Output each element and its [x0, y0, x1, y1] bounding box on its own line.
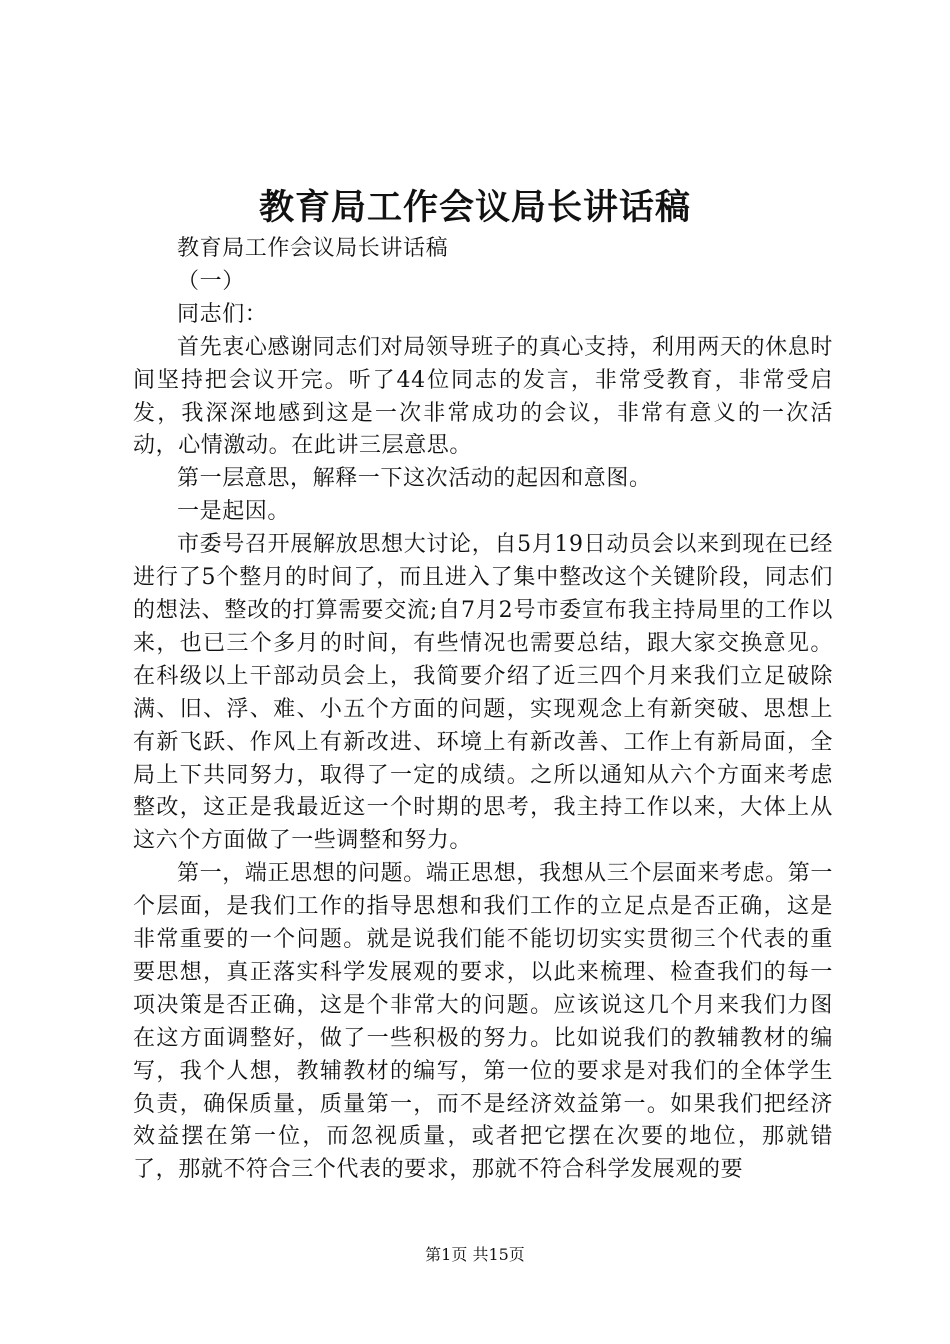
body-paragraph-section-number: （一） [177, 268, 245, 294]
page-footer: 第1页 共15页 [425, 1245, 525, 1264]
body-paragraph-salutation: 同志们： [177, 301, 268, 327]
body-paragraph-thinking: 第一，端正思想的问题。端正思想，我想从三个层面来考虑。第一个层面，是我们工作的指导思想和我们工作的立足点是否正确，这是非常重要的一个问题。就是说我们能不能切切实实贯彻三个代表的重要思想，真正落实科学发展观的要求，以此来梳理、检查我们的每一项决策是否正确，这是个非常大的问题。应该说这几个月来我们力图在这方面调整好，做了一些积极的努力。比如说我们的教辅教材的编写，我个人想，教辅教材的编写，第一位的要求是对我们的全体学生负责，确保质量，质量第一，而不是经济效益第一。如果我们把经济效益摆在第一位，而忽视质量，或者把它摆在次要的地位，那就错了，那就不符合三个代表的要求，那就不符合科学发展观的要 [133, 861, 833, 1183]
document-title: 教育局工作会议局长讲话稿 [258, 187, 691, 228]
body-paragraph-subtitle: 教育局工作会议局长讲话稿 [177, 236, 449, 261]
body-paragraph-first-point: 第一层意思，解释一下这次活动的起因和意图。 [177, 466, 652, 492]
body-paragraph-cause: 市委号召开展解放思想大讨论，自5月19日动员会以来到现在已经进行了5个整月的时间了，而且进入了集中整改这个关键阶段，同志们的想法、整改的打算需要交流;自7月2号市委宣布我主持局里的工作以来，也已三个多月的时间，有些情况也需要总结，跟大家交换意见。在科级以上干部动员会上，我简要介绍了近三四个月来我们立足破除满、旧、浮、难、小五个方面的问题，实现观念上有新突破、思想上有新飞跃、作风上有新改进、环境上有新改善、工作上有新局面，全局上下共同努力，取得了一定的成绩。之所以通知从六个方面来考虑整改，这正是我最近这一个时期的思考，我主持工作以来，大体上从这六个方面做了一些调整和努力。 [133, 532, 833, 854]
document-body [133, 233, 833, 1187]
body-paragraph-opening: 首先衷心感谢同志们对局领导班子的真心支持，利用两天的休息时间坚持把会议开完。听了44位同志的发言，非常受教育，非常受启发，我深深地感到这是一次非常成功的会议，非常有意义的一次活动，心情激动。在此讲三层意思。 [133, 334, 833, 459]
body-paragraph-cause-heading: 一是起因。 [177, 499, 291, 525]
